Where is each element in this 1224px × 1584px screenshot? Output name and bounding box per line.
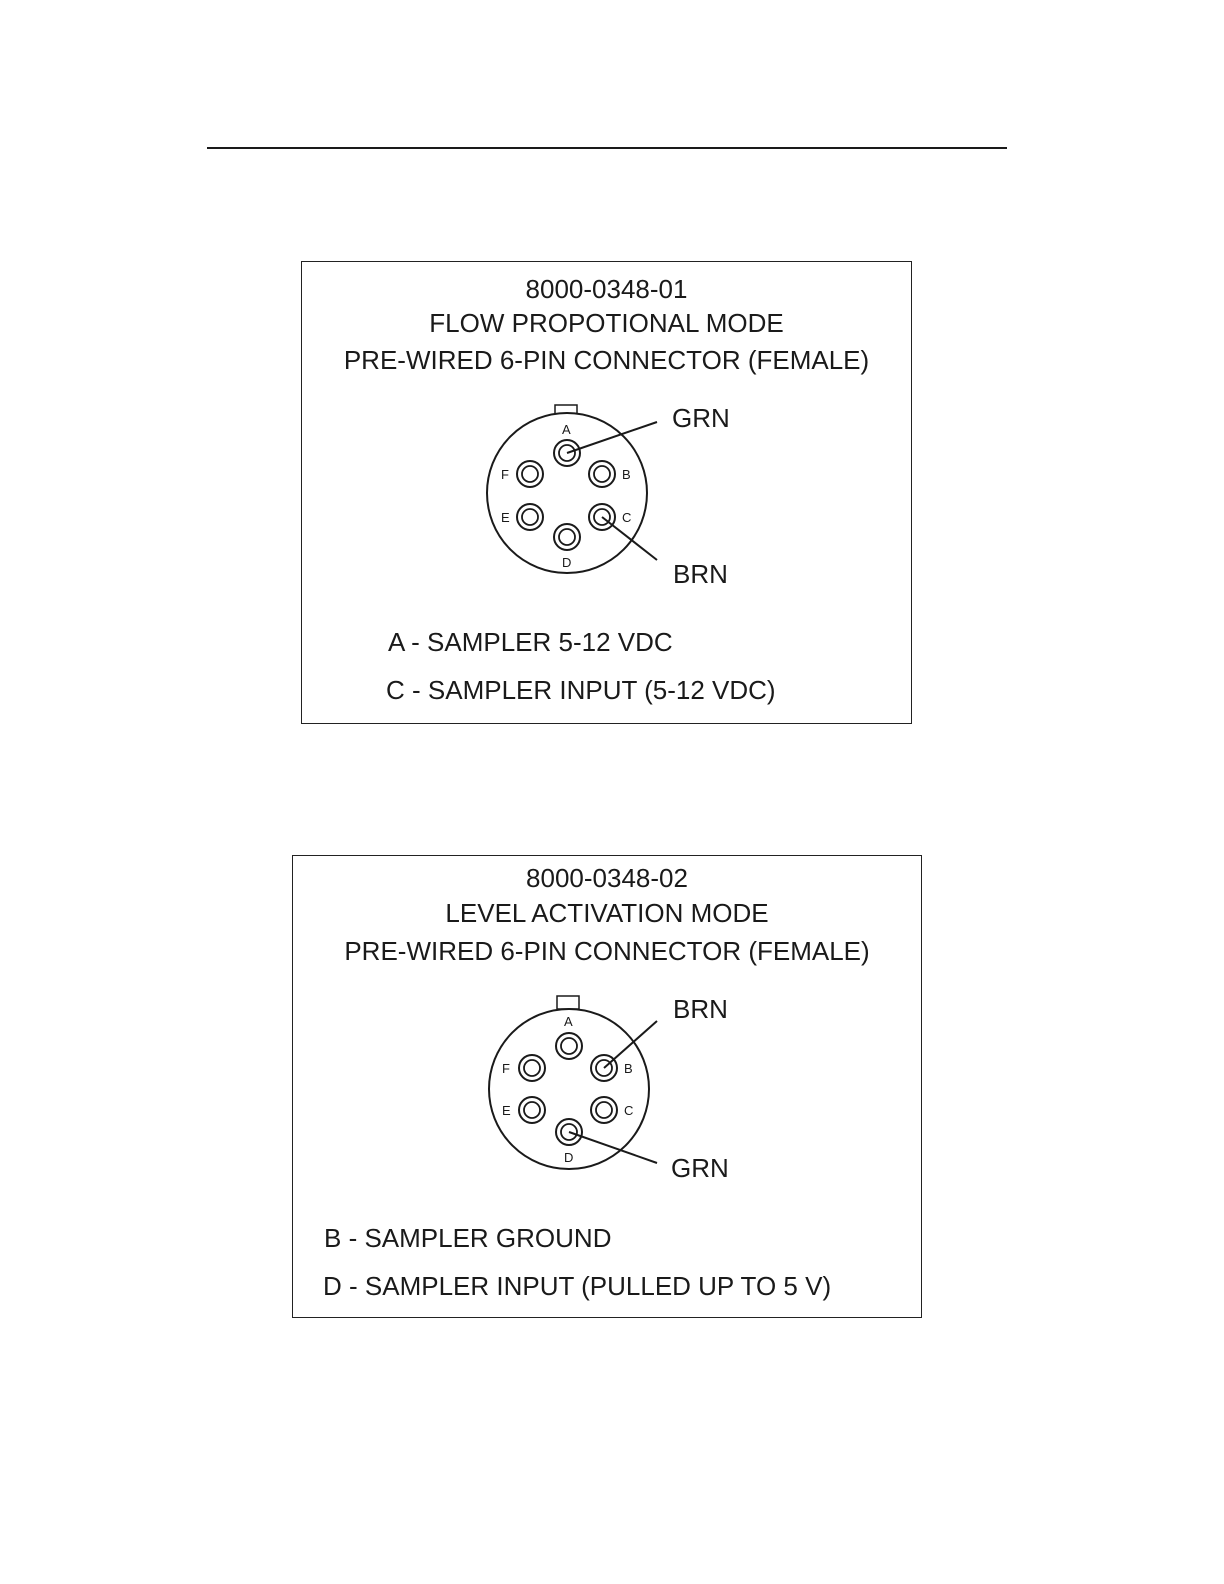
pin-label-e: E	[501, 510, 510, 525]
pin-label-b: B	[622, 467, 631, 482]
mode-title: LEVEL ACTIVATION MODE	[445, 898, 769, 928]
pin-label-a: A	[562, 422, 571, 437]
wire-label-grn: GRN	[671, 1153, 729, 1183]
pin-label-f: F	[502, 1061, 510, 1076]
connector-key	[557, 996, 579, 1009]
pin-label-c: C	[622, 510, 632, 525]
wire-label-grn: GRN	[672, 403, 730, 433]
connector-face	[472, 397, 672, 582]
pin-label-f: F	[501, 467, 509, 482]
wire-label-brn: BRN	[673, 559, 728, 589]
connector-title: PRE-WIRED 6-PIN CONNECTOR (FEMALE)	[344, 936, 870, 966]
part-number: 8000-0348-02	[526, 863, 688, 893]
pin-label-c: C	[624, 1103, 634, 1118]
pin-description: D - SAMPLER INPUT (PULLED UP TO 5 V)	[323, 1271, 832, 1301]
connector-face	[474, 988, 674, 1178]
pin-label-d: D	[562, 555, 572, 570]
header-rule	[207, 147, 1007, 149]
pin-description: C - SAMPLER INPUT (5-12 VDC)	[386, 675, 776, 705]
part-number: 8000-0348-01	[525, 274, 688, 304]
pin-label-a: A	[564, 1014, 573, 1029]
pin-description: B - SAMPLER GROUND	[324, 1223, 612, 1253]
connector-title: PRE-WIRED 6-PIN CONNECTOR (FEMALE)	[343, 345, 870, 375]
pin-description: A - SAMPLER 5-12 VDC	[388, 627, 673, 657]
connector-diagram-level-activation	[292, 855, 922, 1318]
wire-label-brn: BRN	[673, 994, 728, 1024]
mode-title: FLOW PROPOTIONAL MODE	[429, 308, 784, 338]
pin-label-b: B	[624, 1061, 633, 1076]
pin-label-e: E	[502, 1103, 511, 1118]
pin-label-d: D	[564, 1150, 574, 1165]
connector-diagram-flow-proportional	[301, 261, 912, 724]
